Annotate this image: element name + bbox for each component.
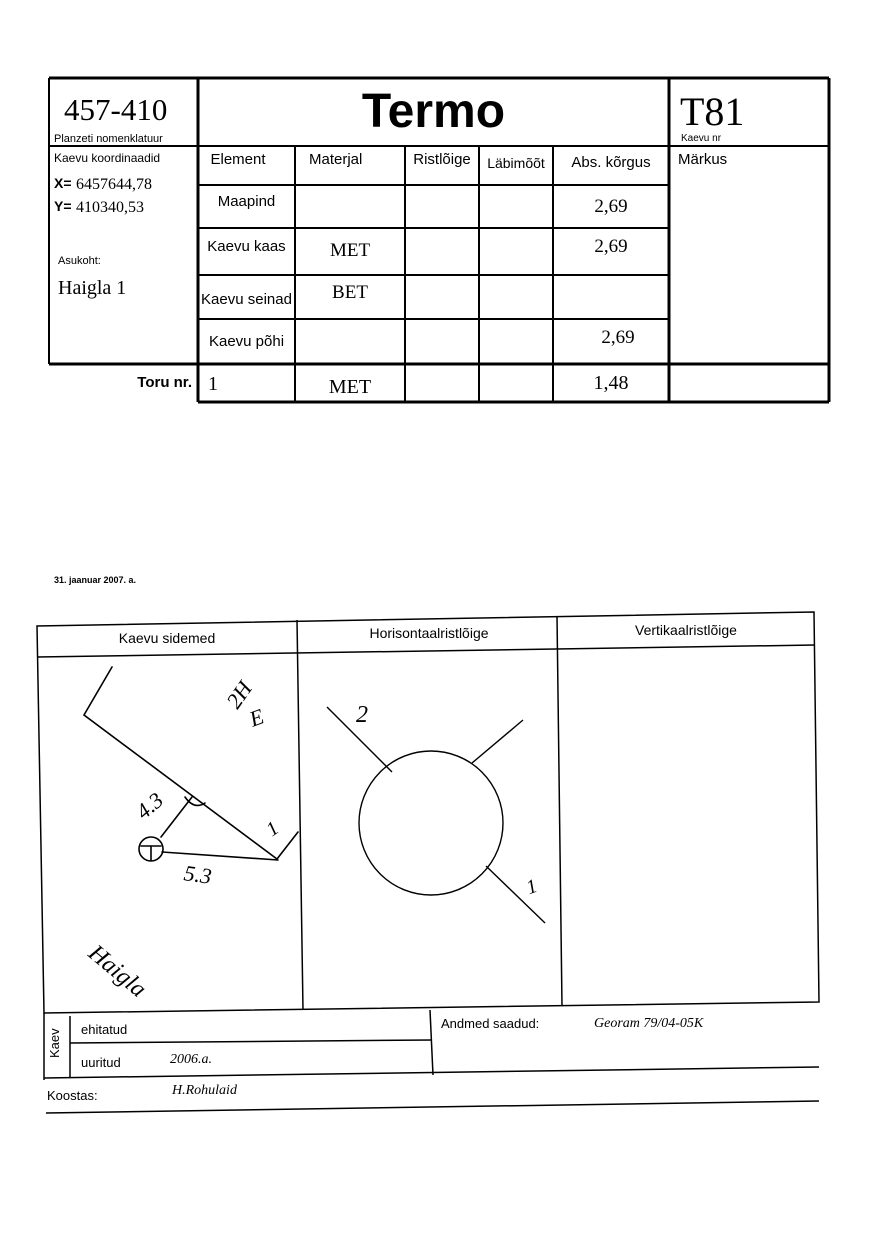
data-from-label: Andmed saadud: [441, 1016, 540, 1031]
made-by-label: Koostas: [47, 1088, 98, 1103]
y-label: Y= [54, 198, 72, 214]
row-material: MET [329, 240, 371, 261]
kaev-label: Kaev [47, 1028, 62, 1058]
connections-sketch [84, 667, 298, 861]
pipe-material: MET [328, 376, 372, 398]
coords-label: Kaevu koordinaadid [54, 151, 161, 165]
nomenclature-value: 457-410 [64, 92, 168, 127]
nomenclature-label: Planzeti nomenklatuur [54, 133, 163, 145]
document-date: 31. jaanuar 2007. a. [54, 575, 137, 585]
col-notes: Märkus [678, 151, 728, 168]
horizontal-section-drawing [327, 707, 545, 923]
made-by-value: H.Rohulaid [172, 1083, 237, 1098]
x-value: 6457644,78 [76, 176, 152, 193]
handwritten-haigla: Haigla [83, 940, 152, 1003]
row-element: Kaevu kaas [207, 238, 286, 255]
row-height: 2,69 [594, 196, 628, 217]
handwritten-2: 2 [356, 702, 368, 728]
data-from-value: Georam 79/04-05K [594, 1016, 704, 1031]
handwritten-1-right: 1 [523, 874, 541, 900]
handwritten-2h: 2H [221, 676, 257, 713]
col-diameter: Läbimõõt [487, 155, 545, 171]
handwritten-e: E [245, 703, 268, 732]
well-no-value: T81 [680, 89, 745, 134]
pipe-number: 1 [208, 373, 218, 395]
row-element: Kaevu seinad [201, 291, 292, 308]
header-connections: Kaevu sidemed [118, 630, 216, 646]
header-vertical-section: Vertikaalristlõige [635, 622, 737, 638]
location-label: Asukoht: [58, 255, 101, 267]
handwritten-5-3: 5.3 [182, 860, 214, 889]
pipe-label: Toru nr. [137, 374, 192, 391]
row-height: 2,69 [601, 327, 635, 348]
pipe-height: 1,48 [593, 372, 629, 394]
col-element: Element [210, 151, 266, 168]
y-value: 410340,53 [76, 199, 144, 216]
surveyed-value: 2006.a. [170, 1052, 212, 1067]
row-element: Maapind [217, 193, 276, 210]
row-material: BET [332, 282, 368, 303]
row-element: Kaevu põhi [208, 333, 285, 350]
header-horizontal-section: Horisontaalristlõige [369, 625, 489, 641]
col-cross-section: Ristlõige [413, 151, 471, 168]
handwritten-4-3: 4.3 [130, 787, 168, 825]
page-title: Termo [361, 85, 506, 138]
col-abs-height: Abs. kõrgus [571, 154, 651, 171]
built-label: ehitatud [81, 1022, 128, 1037]
location-value: Haigla 1 [58, 277, 127, 299]
surveyed-label: uuritud [81, 1055, 121, 1070]
row-height: 2,69 [594, 236, 628, 257]
col-material: Materjal [309, 151, 363, 168]
well-no-label: Kaevu nr [681, 133, 722, 144]
handwritten-1-left: 1 [262, 817, 284, 841]
x-label: X= [54, 175, 72, 191]
